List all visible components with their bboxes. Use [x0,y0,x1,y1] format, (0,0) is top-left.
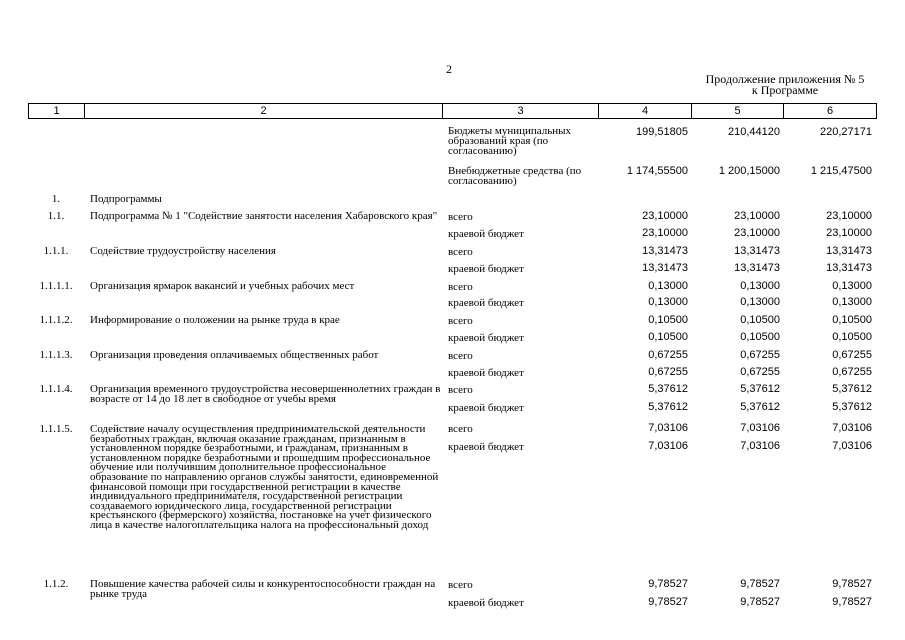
row-name: Организация ярмарок вакансий и учебных рабочих мест [90,280,355,292]
cell-value: 9,78527 [740,578,780,590]
cell-value: 13,31473 [734,245,780,257]
cell-value: 1 174,55500 [626,165,688,177]
column-header: 3 [443,104,599,119]
row-number: 1.1.2. [43,578,69,590]
cell-value: 220,27171 [820,126,872,138]
cell-value: 1 215,47500 [810,165,872,177]
row-number: 1.1.1. [43,245,69,257]
cell-value: 0,67255 [740,366,780,378]
funding-source: краевой бюджет [448,297,524,309]
cell-value: 23,10000 [642,210,688,222]
cell-value: 7,03106 [648,422,688,434]
cell-value: 0,67255 [648,349,688,361]
cell-value: 5,37612 [832,401,872,413]
funding-source: краевой бюджет [448,402,524,414]
funding-source: всего [448,281,473,293]
funding-source: всего [448,384,473,396]
cell-value: 0,67255 [832,366,872,378]
cell-value: 23,10000 [826,210,872,222]
cell-value: 23,10000 [642,227,688,239]
cell-value: 0,10500 [648,314,688,326]
cell-value: 199,51805 [636,126,688,138]
funding-source: Внебюджетные средства (по согласованию) [448,165,582,187]
funding-source: краевой бюджет [448,332,524,344]
cell-value: 0,10500 [740,331,780,343]
cell-value: 7,03106 [648,440,688,452]
funding-source: всего [448,579,473,591]
row-number: 1.1.1.4. [39,383,73,395]
cell-value: 23,10000 [826,227,872,239]
cell-value: 13,31473 [734,262,780,274]
cell-value: 7,03106 [832,440,872,452]
cell-value: 210,44120 [728,126,780,138]
cell-value: 23,10000 [734,227,780,239]
cell-value: 0,10500 [648,331,688,343]
row-name: Содействие началу осуществления предпринимательской деятельности безработных граждан, включая оказание гражданам, признанным в установленном порядке безработными, и гражданам, признанным в установленном порядке безработными и прошедшим профессиональное обучение или получившим дополнительное профессиональное образование по направлению органов службы занятости, единовременной финансовой помощи при государственной регистрации в качестве индивидуального предпринимателя, государственной регистрации создаваемого юридического лица, государственной регистрации крестьянского (фермерского) хозяйства, постановке на учет физического лица в качестве налогоплательщика налога на профессиональный доход [90,423,439,531]
appendix-note-line: Продолжение приложения № 5 [705,72,865,86]
cell-value: 0,67255 [648,366,688,378]
funding-source: краевой бюджет [448,367,524,379]
cell-value: 0,13000 [648,280,688,292]
cell-value: 1 200,15000 [718,165,780,177]
appendix-note-line: к Программе [751,83,819,97]
cell-value: 0,13000 [832,280,872,292]
cell-value: 0,13000 [740,296,780,308]
funding-source: всего [448,211,473,223]
column-header: 1 [29,104,85,119]
cell-value: 9,78527 [648,578,688,590]
cell-value: 7,03106 [832,422,872,434]
column-header: 5 [692,104,784,119]
page-number: 2 [446,62,452,76]
column-header: 6 [784,104,877,119]
cell-value: 9,78527 [740,596,780,608]
row-name: Содействие трудоустройству населения [90,245,276,257]
funding-source: краевой бюджет [448,228,524,240]
row-number: 1.1. [47,210,65,222]
row-name: Организация проведения оплачиваемых общественных работ [90,349,379,361]
funding-source: всего [448,350,473,362]
funding-source: краевой бюджет [448,597,524,609]
cell-value: 13,31473 [642,262,688,274]
funding-source: краевой бюджет [448,263,524,275]
row-name: Подпрограммы [90,193,162,205]
cell-value: 0,13000 [740,280,780,292]
funding-source: всего [448,423,473,435]
cell-value: 7,03106 [740,422,780,434]
cell-value: 9,78527 [832,596,872,608]
column-header: 4 [599,104,692,119]
cell-value: 9,78527 [648,596,688,608]
row-name: Организация временного трудоустройства несовершеннолетних граждан в возрасте от 14 до 18 лет в свободное от учебы время [90,383,441,405]
funding-source: всего [448,315,473,327]
cell-value: 0,10500 [832,331,872,343]
cell-value: 0,67255 [832,349,872,361]
cell-value: 0,13000 [648,296,688,308]
funding-source: Бюджеты муниципальных образований края (по согласованию) [448,125,572,157]
cell-value: 0,67255 [740,349,780,361]
cell-value: 13,31473 [642,245,688,257]
cell-value: 5,37612 [740,401,780,413]
funding-source: краевой бюджет [448,441,524,453]
cell-value: 5,37612 [648,401,688,413]
row-name: Повышение качества рабочей силы и конкурентоспособности граждан на рынке труда [90,578,436,600]
funding-source: всего [448,246,473,258]
cell-value: 5,37612 [648,383,688,395]
row-number: 1.1.1.1. [39,280,73,292]
cell-value: 0,10500 [740,314,780,326]
row-number: 1.1.1.2. [39,314,73,326]
cell-value: 23,10000 [734,210,780,222]
cell-value: 0,13000 [832,296,872,308]
row-name: Информирование о положении на рынке труда в крае [90,314,340,326]
cell-value: 13,31473 [826,245,872,257]
cell-value: 7,03106 [740,440,780,452]
row-number: 1.1.1.5. [39,423,73,435]
cell-value: 0,10500 [832,314,872,326]
cell-value: 5,37612 [832,383,872,395]
row-name: Подпрограмма № 1 "Содействие занятости населения Хабаровского края" [90,210,438,222]
cell-value: 5,37612 [740,383,780,395]
cell-value: 9,78527 [832,578,872,590]
cell-value: 13,31473 [826,262,872,274]
row-number: 1. [51,193,61,205]
row-number: 1.1.1.3. [39,349,73,361]
column-header: 2 [85,104,443,119]
